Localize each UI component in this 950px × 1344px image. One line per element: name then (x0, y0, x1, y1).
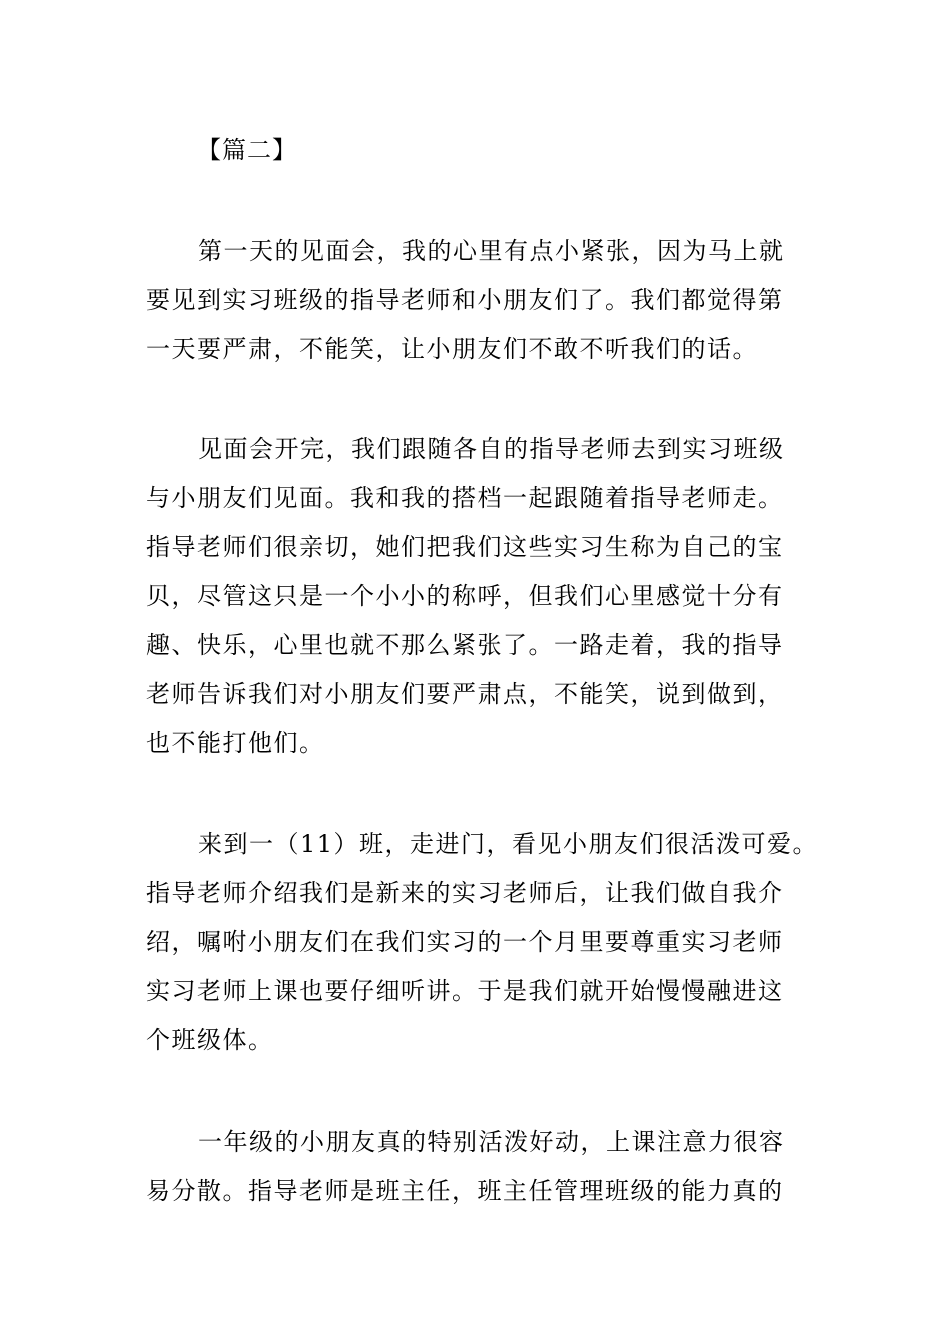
paragraph-line: 要见到实习班级的指导老师和小朋友们了。我们都觉得第 (146, 286, 784, 314)
paragraph-line: 指导老师介绍我们是新来的实习老师后，让我们做自我介 (146, 879, 784, 907)
paragraph-4 (146, 1118, 826, 1216)
paragraph-line: 实习老师上课也要仔细听讲。于是我们就开始慢慢融进这 (146, 977, 784, 1005)
paragraph-line: 绍，嘱咐小朋友们在我们实习的一个月里要尊重实习老师 (146, 928, 784, 956)
paragraph-line: 第一天的见面会，我的心里有点小紧张，因为马上就 (198, 237, 785, 265)
paragraph-line: 来到一（11）班，走进门，看见小朋友们很活泼可爱。 (198, 830, 819, 858)
paragraph-line: 一年级的小朋友真的特别活泼好动，上课注意力很容 (198, 1128, 785, 1156)
paragraph-line: 趣、快乐，心里也就不那么紧张了。一路走着，我的指导 (146, 631, 784, 659)
paragraph-line: 一天要严肃，不能笑，让小朋友们不敢不听我们的话。 (146, 335, 758, 363)
paragraph-1 (146, 227, 826, 374)
section-title: 【篇二】 (197, 136, 297, 164)
paragraph-line: 老师告诉我们对小朋友们要严肃点，不能笑，说到做到， (146, 680, 784, 708)
paragraph-line: 个班级体。 (146, 1026, 274, 1054)
paragraph-3 (146, 820, 826, 1065)
paragraph-line: 易分散。指导老师是班主任，班主任管理班级的能力真的 (146, 1177, 784, 1205)
paragraph-line: 指导老师们很亲切，她们把我们这些实习生称为自己的宝 (146, 533, 784, 561)
paragraph-2 (146, 425, 826, 768)
paragraph-line: 见面会开完，我们跟随各自的指导老师去到实习班级 (198, 435, 785, 463)
paragraph-line: 也不能打他们。 (146, 729, 325, 757)
paragraph-line: 贝，尽管这只是一个小小的称呼，但我们心里感觉十分有 (146, 582, 784, 610)
paragraph-line: 与小朋友们见面。我和我的搭档一起跟随着指导老师走。 (146, 484, 784, 512)
